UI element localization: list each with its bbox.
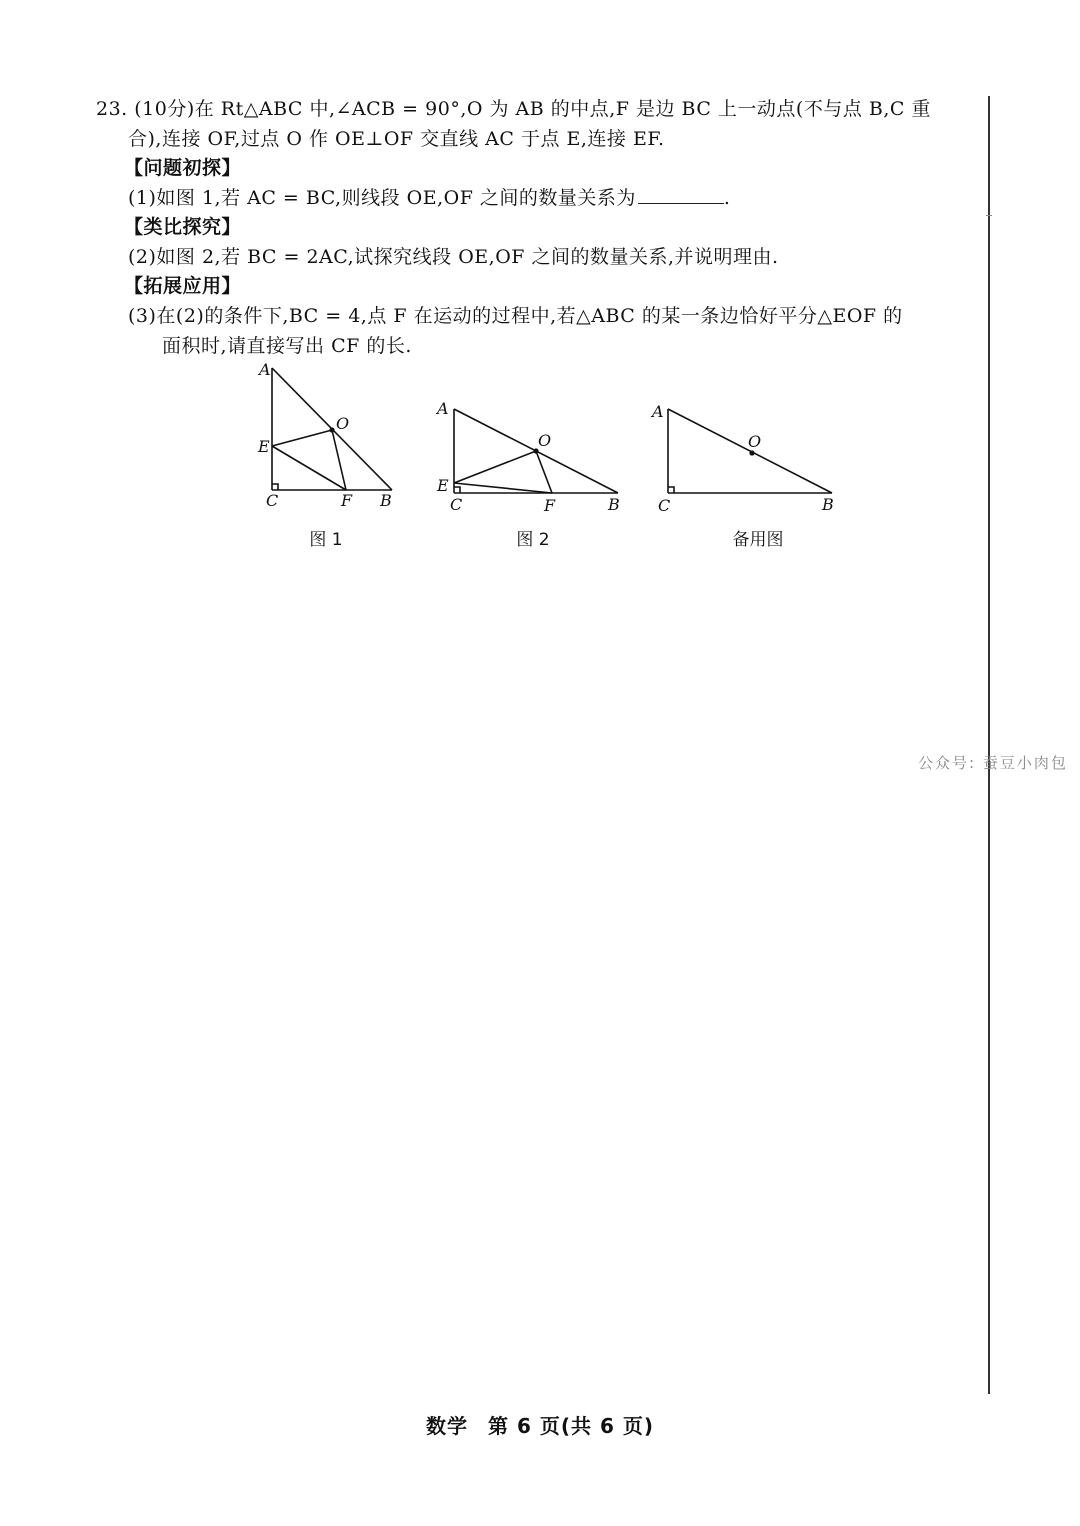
section-heading-analogy: 【类比探究】	[124, 216, 242, 238]
footer-page-number: 第 6 页(共 6 页)	[488, 1414, 654, 1438]
figure-1-caption: 图 1	[309, 530, 343, 550]
figure-2-diagram	[432, 395, 632, 520]
fig1-label-a: A	[259, 360, 271, 379]
fig1-segment-oe	[272, 430, 332, 446]
footer-subject: 数学	[426, 1414, 469, 1438]
fig2-label-c: C	[450, 495, 463, 514]
section-heading-initial-exploration: 【问题初探】	[124, 157, 242, 179]
spare-figure-caption: 备用图	[732, 530, 784, 550]
fig3-label-a: A	[652, 402, 664, 421]
part-1-text	[128, 183, 730, 213]
page-footer	[0, 1410, 1080, 1439]
part-1-label: (1)如图 1,若 AC = BC,则线段 OE,OF 之间的数量关系为	[128, 187, 636, 209]
fig2-segment-ef	[454, 483, 552, 493]
fig2-right-angle-mark	[454, 487, 460, 493]
fig1-segment-of	[332, 430, 346, 490]
figure-2-caption: 图 2	[516, 530, 550, 550]
fig1-segment-ef	[272, 446, 346, 490]
fig2-label-o: O	[538, 431, 552, 450]
part-3-line-1: (3)在(2)的条件下,BC = 4,点 F 在运动的过程中,若△ABC 的某一条边恰好平分△EOF 的	[128, 305, 903, 327]
fig3-label-c: C	[658, 496, 671, 515]
part-3-line-2: 面积时,请直接写出 CF 的长.	[162, 335, 412, 357]
spare-figure-diagram	[648, 395, 848, 520]
fig1-label-o: O	[336, 414, 350, 433]
fig3-right-angle-mark	[668, 487, 674, 493]
margin-rule	[988, 96, 990, 1394]
section-heading-application: 【拓展应用】	[124, 275, 242, 297]
fig3-point-o	[749, 450, 754, 455]
fig1-point-o	[329, 427, 334, 432]
fig1-label-e: E	[258, 437, 270, 456]
part-1-period: .	[723, 187, 731, 209]
fig3-label-o: O	[748, 432, 762, 451]
fig2-label-e: E	[437, 476, 449, 495]
fig1-right-angle-mark	[272, 484, 278, 490]
answer-blank[interactable]	[638, 187, 724, 204]
part-2-text: (2)如图 2,若 BC = 2AC,试探究线段 OE,OF 之间的数量关系,并说明理由.	[128, 246, 779, 268]
question-stem-line-1: 23. (10分)在 Rt△ABC 中,∠ACB = 90°,O 为 AB 的中点,F 是边 BC 上一动点(不与点 B,C 重	[96, 98, 931, 120]
fig3-label-b: B	[822, 495, 834, 514]
fig2-segment-oe	[454, 451, 536, 483]
fig1-label-f: F	[341, 491, 353, 510]
question-stem-line-2: 合),连接 OF,过点 O 作 OE⊥OF 交直线 AC 于点 E,连接 EF.	[128, 128, 665, 150]
fig3-side-ab	[668, 409, 832, 493]
fig1-label-b: B	[380, 491, 392, 510]
watermark-text: 公众号: 蚕豆小肉包	[918, 754, 1068, 772]
fig2-label-f: F	[544, 496, 556, 515]
figure-1-diagram	[250, 360, 410, 520]
fig1-label-c: C	[266, 491, 279, 510]
fig2-label-a: A	[437, 399, 449, 418]
fig2-label-b: B	[608, 495, 620, 514]
margin-tick	[986, 215, 992, 216]
